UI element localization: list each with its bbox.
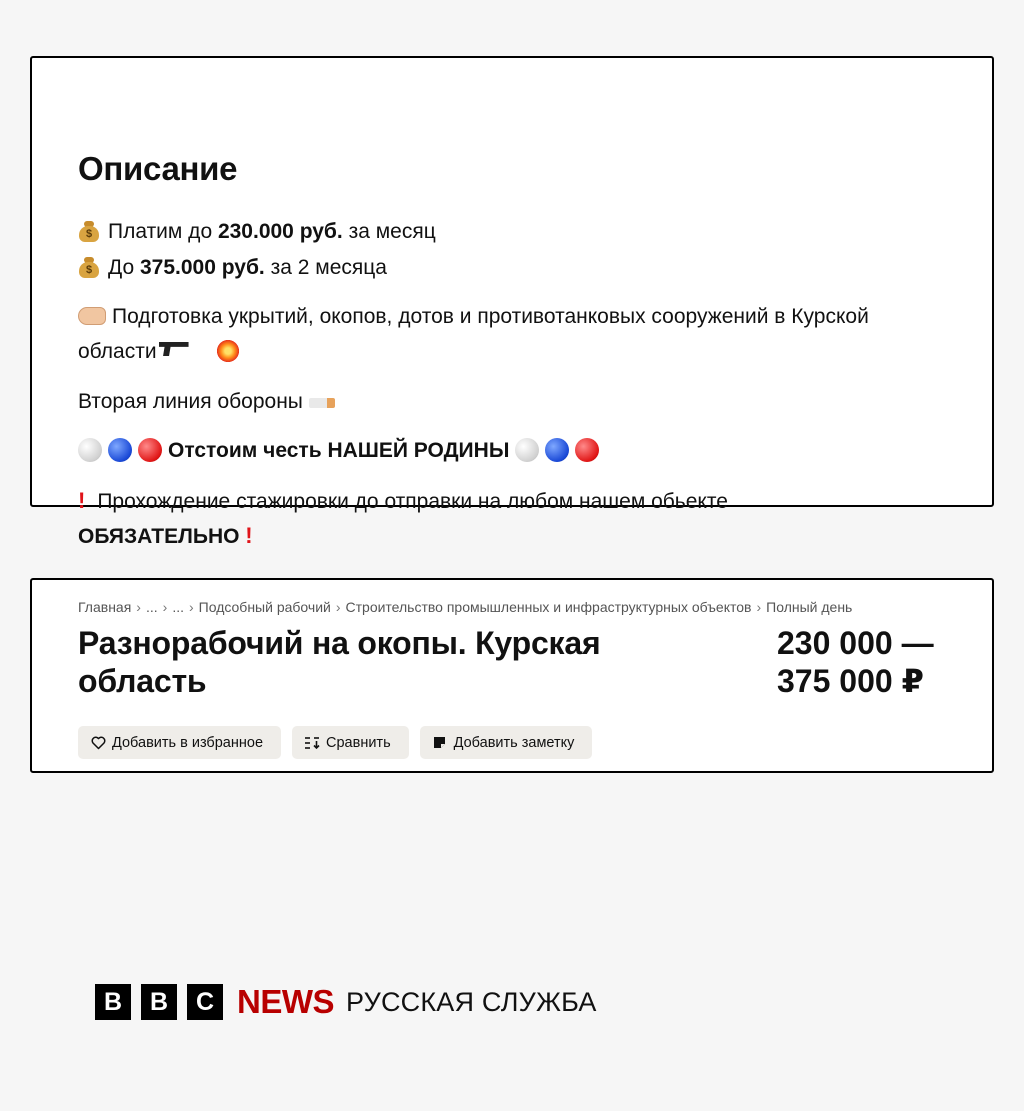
description-card	[30, 56, 994, 548]
breadcrumb-item[interactable]: Главная	[78, 599, 132, 615]
note-icon	[432, 735, 448, 751]
breadcrumb-item[interactable]: Полный день	[766, 599, 853, 615]
bbc-news-wordmark: NEWS	[237, 983, 334, 1020]
heart-icon	[90, 735, 106, 751]
vacancy-title: Разнорабочий на окопы. Курская область	[78, 625, 601, 699]
chevron-right-icon: ›	[162, 599, 168, 615]
money-bag-icon: $	[78, 220, 100, 242]
internship-line: ! Прохождение стажировки до отправки на любом нашем обьекте	[78, 488, 728, 513]
blue-circle-icon	[108, 438, 132, 462]
breadcrumb	[78, 599, 852, 615]
white-circle-icon	[78, 438, 102, 462]
chevron-right-icon: ›	[756, 599, 762, 615]
vacancy-actions	[78, 726, 592, 759]
exclamation-icon: !	[78, 488, 86, 513]
red-circle-icon	[575, 438, 599, 462]
add-to-favorites-button[interactable]: Добавить в избранное	[78, 726, 281, 759]
work-description-line-2: области	[78, 334, 962, 369]
compare-icon	[304, 735, 320, 751]
breadcrumb-item[interactable]: ...	[145, 599, 158, 615]
fist-icon	[78, 307, 106, 325]
chevron-right-icon: ›	[335, 599, 341, 615]
blue-circle-icon	[545, 438, 569, 462]
vacancy-card	[30, 578, 994, 773]
bbc-letter-block: B	[95, 984, 131, 1020]
vacancy-salary: 230 000 — 375 000 ₽	[777, 625, 934, 699]
work-description-line: Подготовка укрытий, окопов, дотов и противотанковых сооружений в Курской	[78, 299, 962, 334]
breadcrumb-item[interactable]: ...	[172, 599, 184, 615]
compare-button[interactable]: Сравнить	[292, 726, 409, 759]
cigarette-icon	[309, 398, 335, 408]
add-note-button[interactable]: Добавить заметку	[420, 726, 593, 759]
gun-icon	[159, 342, 189, 356]
explosion-icon	[217, 340, 239, 362]
white-circle-icon	[515, 438, 539, 462]
bbc-letter-block: C	[187, 984, 223, 1020]
salary-two-month-line: $ До 375.000 руб. за 2 месяца	[78, 250, 962, 285]
breadcrumb-item[interactable]: Подсобный рабочий	[198, 599, 331, 615]
chevron-right-icon: ›	[136, 599, 141, 615]
money-bag-icon: $	[78, 256, 100, 278]
defense-line: Вторая линия обороны	[78, 384, 962, 419]
breadcrumb-item[interactable]: Строительство промышленных и инфраструктурных объектов	[345, 599, 752, 615]
bbc-service-name: РУССКАЯ СЛУЖБА	[346, 986, 597, 1017]
exclamation-icon: !	[245, 523, 253, 548]
bbc-news-logo	[95, 983, 597, 1021]
internship-line-2: ОБЯЗАТЕЛЬНО !	[78, 523, 253, 548]
red-circle-icon	[138, 438, 162, 462]
slogan-line: Отстоим честь НАШЕЙ РОДИНЫ	[78, 433, 962, 468]
chevron-right-icon: ›	[188, 599, 194, 615]
salary-monthly-line: $ Платим до 230.000 руб. за месяц	[78, 214, 962, 249]
description-heading: Описание	[78, 150, 238, 187]
bbc-letter-block: B	[141, 984, 177, 1020]
